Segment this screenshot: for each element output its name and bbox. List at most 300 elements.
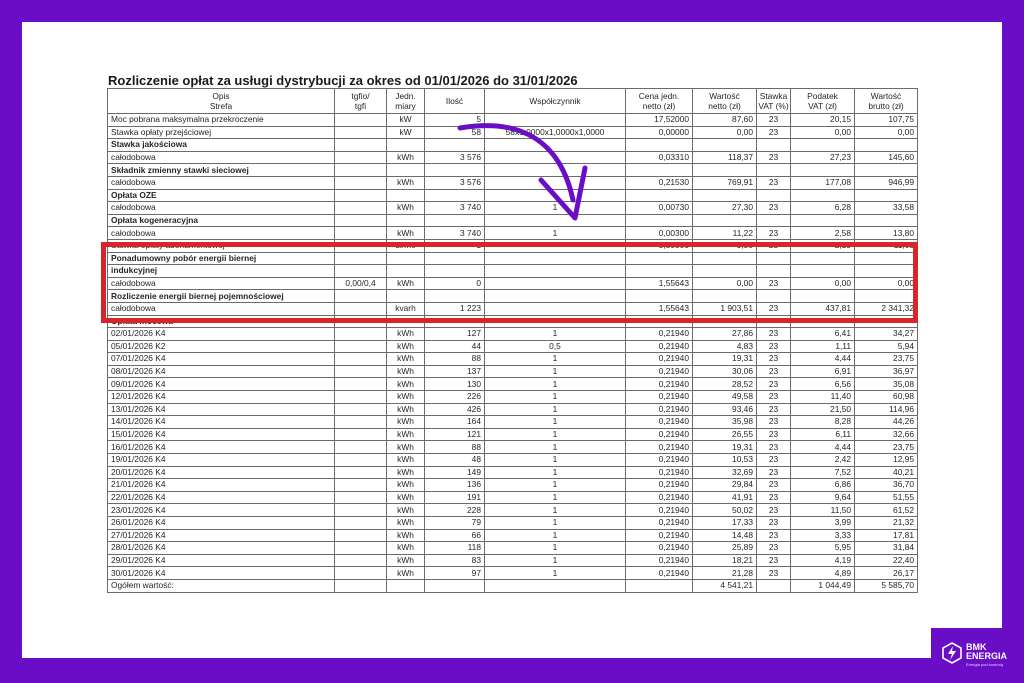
cell-vat-rate: 23 (757, 554, 791, 567)
column-header-line2: Strefa (209, 101, 233, 111)
cell-description: 26/01/2026 K4 (108, 517, 335, 530)
company-logo (931, 628, 1011, 678)
cell-unit-price: 1,55643 (626, 302, 693, 315)
cell-vat-amount: 437,81 (791, 302, 855, 315)
cell-unit-price: 0,21940 (626, 504, 693, 517)
cell-coefficient: 1 (485, 441, 626, 454)
cell-unit: kWh (387, 529, 425, 542)
cell-unit-price: 0,21940 (626, 441, 693, 454)
cell-gross-value: 0,00 (855, 277, 918, 290)
cell-tariff (335, 353, 387, 366)
cell-unit: kWh (387, 504, 425, 517)
cell-vat-amount: 9,64 (791, 491, 855, 504)
cell-vat-rate (757, 579, 791, 592)
cell-gross-value: 33,58 (855, 202, 918, 215)
cell-tariff (335, 567, 387, 580)
cell-quantity: 3 576 (425, 176, 485, 189)
table-row (108, 479, 918, 492)
cell-description: całodobowa (108, 302, 335, 315)
cell-unit-price: 0,21940 (626, 466, 693, 479)
cell-unit-price (626, 139, 693, 152)
cell-description: 12/01/2026 K4 (108, 391, 335, 404)
cell-tariff (335, 365, 387, 378)
cell-coefficient: 1 (485, 491, 626, 504)
cell-vat-amount: 20,15 (791, 114, 855, 127)
logo-line2: ENERGIA (966, 651, 1008, 661)
cell-gross-value: 44,26 (855, 416, 918, 429)
cell-quantity: 118 (425, 542, 485, 555)
cell-unit-price: 1,55643 (626, 277, 693, 290)
column-header-line1: Podatek (807, 91, 838, 101)
cell-gross-value: 2 341,32 (855, 302, 918, 315)
cell-tariff (335, 151, 387, 164)
cell-coefficient (485, 214, 626, 227)
cell-quantity: 5 (425, 114, 485, 127)
cell-unit-price: 0,21940 (626, 554, 693, 567)
cell-net-value: 118,37 (693, 151, 757, 164)
cell-unit-price: 0,21940 (626, 365, 693, 378)
table-row (108, 504, 918, 517)
cell-tariff (335, 504, 387, 517)
cell-unit: kWh (387, 542, 425, 555)
cell-unit: kWh (387, 340, 425, 353)
table-row (108, 202, 918, 215)
cell-tariff (335, 176, 387, 189)
cell-quantity: 3 576 (425, 151, 485, 164)
cell-description: całodobowa (108, 151, 335, 164)
cell-tariff (335, 391, 387, 404)
cell-description: 23/01/2026 K4 (108, 504, 335, 517)
cell-coefficient: 1 (485, 365, 626, 378)
cell-quantity (425, 139, 485, 152)
cell-quantity (425, 164, 485, 177)
cell-unit: kWh (387, 151, 425, 164)
table-row (108, 126, 918, 139)
cell-vat-amount: 2,58 (791, 227, 855, 240)
cell-coefficient (485, 151, 626, 164)
table-row (108, 114, 918, 127)
cell-net-value: 11,22 (693, 227, 757, 240)
cell-gross-value: 36,97 (855, 365, 918, 378)
cell-quantity: 0 (425, 277, 485, 290)
cell-unit (387, 164, 425, 177)
cell-quantity: 130 (425, 378, 485, 391)
cell-description: 13/01/2026 K4 (108, 403, 335, 416)
cell-unit-price: 0,21940 (626, 416, 693, 429)
cell-vat-rate: 23 (757, 567, 791, 580)
cell-coefficient: 1 (485, 542, 626, 555)
cell-unit: kW (387, 126, 425, 139)
cell-description: całodobowa (108, 277, 335, 290)
cell-vat-amount: 6,56 (791, 378, 855, 391)
cell-vat-amount: 1,11 (791, 340, 855, 353)
cell-coefficient (485, 139, 626, 152)
cell-coefficient: 58x1,0000x1,0000x1,0000 (485, 126, 626, 139)
cell-vat-amount: 2,42 (791, 454, 855, 467)
column-header-line2: netto (zł) (642, 101, 676, 111)
column-header-line1: Ilość (445, 96, 464, 106)
cell-quantity: 1 (425, 239, 485, 252)
table-row (108, 491, 918, 504)
cell-gross-value (855, 189, 918, 202)
cell-unit-price: 0,00300 (626, 227, 693, 240)
cell-coefficient: 1 (485, 202, 626, 215)
cell-vat-amount: 6,91 (791, 365, 855, 378)
cell-gross-value: 36,70 (855, 479, 918, 492)
cell-tariff (335, 202, 387, 215)
billing-table (107, 88, 918, 593)
cell-coefficient: 1 (485, 479, 626, 492)
cell-description: 30/01/2026 K4 (108, 567, 335, 580)
cell-vat-rate: 23 (757, 202, 791, 215)
cell-vat-amount: 4,44 (791, 353, 855, 366)
table-header-row (108, 89, 918, 114)
cell-net-value: 10,53 (693, 454, 757, 467)
cell-unit: zł/mc (387, 239, 425, 252)
cell-net-value: 4,83 (693, 340, 757, 353)
cell-vat-rate: 23 (757, 517, 791, 530)
column-header-line2: netto (zł) (708, 101, 741, 111)
cell-tariff (335, 378, 387, 391)
cell-gross-value: 114,96 (855, 403, 918, 416)
cell-quantity: 88 (425, 353, 485, 366)
cell-vat-rate: 23 (757, 378, 791, 391)
cell-net-value: 25,89 (693, 542, 757, 555)
cell-net-value: 1 903,51 (693, 302, 757, 315)
cell-quantity: 136 (425, 479, 485, 492)
cell-description: Opłata kogeneracyjna (108, 214, 335, 227)
cell-unit-price: 0,00000 (626, 126, 693, 139)
table-row (108, 517, 918, 530)
cell-quantity: 226 (425, 391, 485, 404)
cell-unit: kvarh (387, 302, 425, 315)
cell-tariff (335, 403, 387, 416)
cell-tariff (335, 554, 387, 567)
cell-description: 05/01/2026 K2 (108, 340, 335, 353)
cell-vat-rate: 23 (757, 126, 791, 139)
cell-vat-rate: 23 (757, 176, 791, 189)
cell-description: Ponadumowny pobór energii biernej (108, 252, 335, 265)
cell-quantity: 228 (425, 504, 485, 517)
cell-vat-amount: 0,00 (791, 126, 855, 139)
logo-wordmark (966, 643, 1007, 661)
column-header-line1: Jedn. (395, 91, 416, 101)
cell-vat-amount: 0,00 (791, 277, 855, 290)
table-row (108, 441, 918, 454)
cell-vat-rate (757, 164, 791, 177)
cell-tariff (335, 441, 387, 454)
cell-net-value: 14,48 (693, 529, 757, 542)
cell-gross-value: 12,95 (855, 454, 918, 467)
cell-vat-rate: 23 (757, 479, 791, 492)
bolt-hexagon-icon (941, 642, 963, 664)
cell-coefficient: 1 (485, 504, 626, 517)
cell-coefficient (485, 164, 626, 177)
cell-description: 14/01/2026 K4 (108, 416, 335, 429)
cell-vat-rate: 23 (757, 239, 791, 252)
cell-unit-price: 0,21940 (626, 378, 693, 391)
cell-gross-value: 31,84 (855, 542, 918, 555)
cell-unit-price: 0,21530 (626, 176, 693, 189)
cell-net-value: 41,91 (693, 491, 757, 504)
cell-tariff (335, 340, 387, 353)
cell-quantity: 1 223 (425, 302, 485, 315)
cell-tariff (335, 164, 387, 177)
cell-quantity: 127 (425, 328, 485, 341)
cell-tariff (335, 126, 387, 139)
cell-unit: kWh (387, 454, 425, 467)
cell-vat-amount: 21,50 (791, 403, 855, 416)
cell-tariff (335, 114, 387, 127)
column-header (387, 89, 425, 114)
cell-vat-amount: 177,08 (791, 176, 855, 189)
cell-description: 09/01/2026 K4 (108, 378, 335, 391)
cell-gross-value: 35,08 (855, 378, 918, 391)
cell-net-value (693, 139, 757, 152)
cell-net-value: 19,31 (693, 441, 757, 454)
cell-description: Składnik zmienny stawki sieciowej (108, 164, 335, 177)
cell-unit: kWh (387, 567, 425, 580)
cell-unit-price: 17,52000 (626, 114, 693, 127)
cell-description: 21/01/2026 K4 (108, 479, 335, 492)
column-header-line2: tgfi (354, 101, 367, 111)
cell-tariff (335, 529, 387, 542)
cell-vat-rate: 23 (757, 365, 791, 378)
cell-coefficient: 1 (485, 353, 626, 366)
cell-coefficient: 1 (485, 454, 626, 467)
column-header (626, 89, 693, 114)
cell-gross-value: 5,94 (855, 340, 918, 353)
cell-gross-value: 32,66 (855, 428, 918, 441)
cell-description: całodobowa (108, 176, 335, 189)
cell-vat-rate: 23 (757, 504, 791, 517)
cell-tariff (335, 517, 387, 530)
column-header-line1: Wartość (709, 91, 740, 101)
cell-coefficient: 1 (485, 567, 626, 580)
cell-quantity: 66 (425, 529, 485, 542)
column-header-line1: Wartość (870, 91, 902, 101)
cell-vat-amount: 6,86 (791, 479, 855, 492)
cell-coefficient: 1 (485, 328, 626, 341)
table-row (108, 428, 918, 441)
cell-unit: kWh (387, 353, 425, 366)
cell-unit-price: 0,21940 (626, 340, 693, 353)
section-row (108, 189, 918, 202)
column-header (791, 89, 855, 114)
cell-quantity: 88 (425, 441, 485, 454)
column-header-line1: Współczynnik (529, 96, 581, 106)
cell-net-value: 4 541,21 (693, 579, 757, 592)
cell-quantity: 79 (425, 517, 485, 530)
column-header-line1: Stawka (759, 91, 788, 101)
cell-quantity: 191 (425, 491, 485, 504)
cell-unit: kWh (387, 441, 425, 454)
cell-quantity: 149 (425, 466, 485, 479)
cell-unit-price: 0,21940 (626, 491, 693, 504)
cell-description: 28/01/2026 K4 (108, 542, 335, 555)
cell-tariff (335, 189, 387, 202)
column-header-line2: brutto (zł) (868, 101, 904, 111)
cell-tariff (335, 416, 387, 429)
column-header-line1: Opis (212, 91, 230, 101)
cell-net-value: 0,00 (693, 277, 757, 290)
cell-net-value: 93,46 (693, 403, 757, 416)
table-row (108, 554, 918, 567)
cell-coefficient: 1 (485, 466, 626, 479)
cell-vat-rate (757, 139, 791, 152)
cell-tariff (335, 328, 387, 341)
cell-vat-rate: 23 (757, 151, 791, 164)
cell-description: 20/01/2026 K4 (108, 466, 335, 479)
table-row (108, 567, 918, 580)
cell-unit: kWh (387, 176, 425, 189)
table-row (108, 365, 918, 378)
column-header (108, 89, 335, 114)
cell-vat-amount: 4,44 (791, 441, 855, 454)
cell-vat-amount (791, 189, 855, 202)
table-row (108, 176, 918, 189)
cell-vat-rate: 23 (757, 491, 791, 504)
cell-unit-price: 0,21940 (626, 567, 693, 580)
cell-unit: kWh (387, 491, 425, 504)
cell-unit (387, 214, 425, 227)
cell-quantity (425, 579, 485, 592)
column-header (425, 89, 485, 114)
cell-vat-amount: 6,11 (791, 428, 855, 441)
cell-vat-amount: 4,19 (791, 554, 855, 567)
cell-vat-rate: 23 (757, 441, 791, 454)
cell-net-value: 49,58 (693, 391, 757, 404)
cell-vat-rate (757, 189, 791, 202)
cell-gross-value: 34,27 (855, 328, 918, 341)
cell-vat-rate: 23 (757, 302, 791, 315)
cell-net-value: 26,55 (693, 428, 757, 441)
cell-unit-price: 0,00730 (626, 202, 693, 215)
cell-net-value: 18,21 (693, 554, 757, 567)
cell-quantity (425, 189, 485, 202)
cell-net-value: 50,02 (693, 504, 757, 517)
cell-net-value: 9,50 (693, 239, 757, 252)
cell-coefficient: 1 (485, 554, 626, 567)
cell-quantity: 83 (425, 554, 485, 567)
cell-coefficient: 1 (485, 378, 626, 391)
cell-coefficient: 0,5 (485, 340, 626, 353)
cell-quantity: 97 (425, 567, 485, 580)
cell-unit: kW (387, 114, 425, 127)
cell-tariff (335, 466, 387, 479)
cell-vat-amount (791, 164, 855, 177)
column-header (855, 89, 918, 114)
logo-line1: BMK (966, 642, 987, 652)
cell-tariff (335, 542, 387, 555)
cell-net-value: 35,98 (693, 416, 757, 429)
cell-net-value: 17,33 (693, 517, 757, 530)
cell-vat-amount: 6,41 (791, 328, 855, 341)
cell-gross-value: 107,75 (855, 114, 918, 127)
cell-vat-amount: 6,28 (791, 202, 855, 215)
cell-quantity: 137 (425, 365, 485, 378)
cell-vat-rate: 23 (757, 529, 791, 542)
cell-gross-value: 17,81 (855, 529, 918, 542)
cell-description: Ogółem wartość: (108, 579, 335, 592)
cell-description: Stawka jakościowa (108, 139, 335, 152)
cell-net-value (693, 189, 757, 202)
column-header (335, 89, 387, 114)
cell-net-value: 32,69 (693, 466, 757, 479)
cell-gross-value (855, 139, 918, 152)
cell-vat-amount (791, 214, 855, 227)
cell-unit: kWh (387, 277, 425, 290)
table-row (108, 542, 918, 555)
cell-gross-value: 26,17 (855, 567, 918, 580)
cell-vat-amount: 8,28 (791, 416, 855, 429)
cell-tariff (335, 227, 387, 240)
column-header (485, 89, 626, 114)
cell-unit: kWh (387, 403, 425, 416)
section-row (108, 214, 918, 227)
cell-coefficient: 1 (485, 391, 626, 404)
cell-vat-rate (757, 214, 791, 227)
cell-unit-price: 0,21940 (626, 403, 693, 416)
cell-description: całodobowa (108, 202, 335, 215)
cell-vat-rate: 23 (757, 454, 791, 467)
cell-vat-rate: 23 (757, 114, 791, 127)
cell-unit-price: 0,03310 (626, 151, 693, 164)
cell-vat-amount: 11,50 (791, 504, 855, 517)
cell-unit: kWh (387, 416, 425, 429)
table-row (108, 454, 918, 467)
cell-quantity: 426 (425, 403, 485, 416)
cell-vat-rate: 23 (757, 416, 791, 429)
cell-description: Opłata mocowa (108, 315, 335, 328)
cell-coefficient: 1 (485, 428, 626, 441)
cell-quantity (425, 214, 485, 227)
cell-quantity: 44 (425, 340, 485, 353)
cell-vat-rate: 23 (757, 277, 791, 290)
cell-tariff (335, 479, 387, 492)
cell-unit-price (626, 164, 693, 177)
cell-vat-amount: 4,89 (791, 567, 855, 580)
cell-description: Stawka opłaty przejściowej (108, 126, 335, 139)
cell-net-value: 87,60 (693, 114, 757, 127)
cell-tariff: 0,00/0,4 (335, 277, 387, 290)
table-row (108, 328, 918, 341)
cell-unit-price (626, 214, 693, 227)
cell-description: 16/01/2026 K4 (108, 441, 335, 454)
cell-coefficient: 1 (485, 416, 626, 429)
cell-vat-rate: 23 (757, 353, 791, 366)
cell-unit (387, 139, 425, 152)
cell-unit-price: 0,21940 (626, 542, 693, 555)
cell-vat-amount: 11,40 (791, 391, 855, 404)
total-row (108, 579, 918, 592)
cell-vat-amount (791, 139, 855, 152)
table-row (108, 466, 918, 479)
cell-coefficient: 1 (485, 529, 626, 542)
cell-unit: kWh (387, 517, 425, 530)
cell-net-value: 769,91 (693, 176, 757, 189)
cell-unit: kWh (387, 479, 425, 492)
cell-description: 07/01/2026 K4 (108, 353, 335, 366)
cell-description: 27/01/2026 K4 (108, 529, 335, 542)
cell-description: 15/01/2026 K4 (108, 428, 335, 441)
cell-quantity: 3 740 (425, 202, 485, 215)
cell-unit-price: 0,21940 (626, 529, 693, 542)
cell-description: 19/01/2026 K4 (108, 454, 335, 467)
cell-description: 29/01/2026 K4 (108, 554, 335, 567)
cell-vat-amount: 2,19 (791, 239, 855, 252)
table-row (108, 353, 918, 366)
